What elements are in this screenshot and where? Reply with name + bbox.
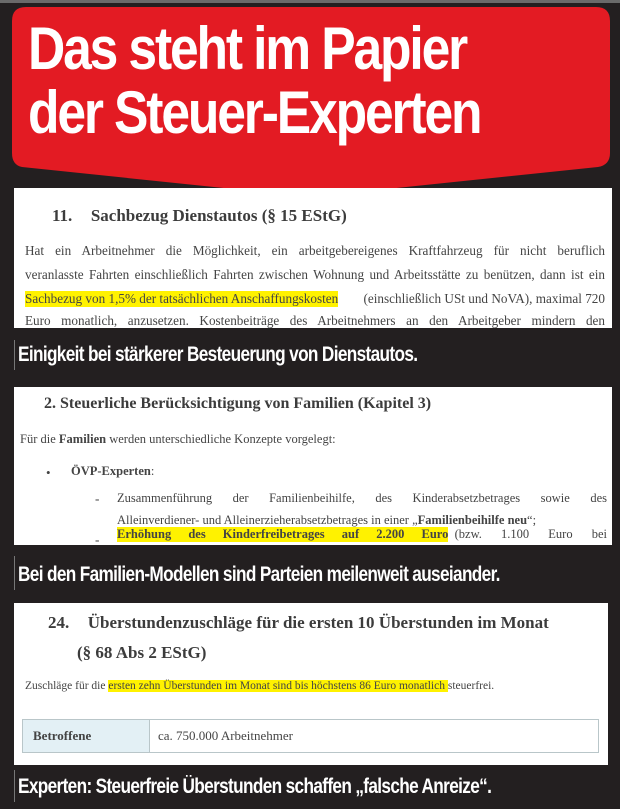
body-prefix: Zuschläge für die (25, 680, 109, 692)
headline-title (28, 17, 527, 145)
intro-bold: Familien (58, 432, 107, 446)
body-line-4: Euro monatlich, anzusetzen. Kostenbeiträge des Arbeitnehmers an den Arbeitgeber mindern den (25, 313, 605, 328)
highlighted-text: Erhöhung des Kinderfreibetrages auf 2.200 Euro (117, 527, 449, 541)
heading-number: 11. (52, 206, 73, 225)
body-line (25, 680, 494, 692)
highlighted-text: ersten zehn Überstunden im Monat sind bis höchstens 86 Euro monatlich (108, 680, 448, 692)
sub-item-2 (117, 527, 607, 542)
caption-rule (14, 556, 15, 590)
section-heading: 2. Steuerliche Berücksichtigung von Familien (Kapitel 3) (44, 395, 432, 412)
headline-line-1: Das steht im Papier (28, 15, 467, 82)
caption-rule (14, 340, 15, 370)
section-heading-line-1 (48, 613, 549, 633)
heading-text: Sachbezug Dienstautos (§ 15 EStG) (90, 206, 347, 225)
caption-dienstautos: Einigkeit bei stärkerer Besteuerung von Dienstautos. (18, 343, 418, 366)
section-heading (52, 206, 347, 226)
highlighted-text: Sachbezug von 1,5% der tatsächlichen Anschaffungskosten (25, 291, 339, 306)
bullet-glyph: • (46, 465, 51, 480)
table-value-cell: ca. 750.000 Arbeitnehmer (158, 728, 294, 743)
headline-line-2: der Steuer-Experten (28, 79, 481, 146)
intro-suffix: werden unterschiedliche Konzepte vorgelegt: (106, 432, 336, 446)
document-excerpt-familien (14, 387, 612, 545)
caption-familien: Bei den Familien-Modellen sind Parteien meilenweit auseiander. (18, 563, 500, 586)
body-line-2: veranlasste Fahrten einschließlich Fahrten zwischen Wohnung und Arbeitsstätte zu benützen, dann ist ein (25, 267, 605, 282)
body-line-3 (25, 291, 605, 307)
sub1-prefix: Alleinverdiener- und Alleinerzieherabsetzbetrages in einer „ (117, 513, 418, 527)
sub-item-2-rest: (bzw. 1.100 Euro bei (454, 527, 607, 541)
body-line-3-rest: (einschließlich USt und NoVA), maximal 720 (363, 291, 605, 306)
sub1-bold: Familienbeihilfe neu (417, 513, 528, 527)
section-heading-line-2: (§ 68 Abs 2 EStG) (77, 643, 207, 662)
bullet-colon: : (150, 464, 155, 478)
sub-item-1-line-2 (117, 513, 536, 528)
bullet-label (71, 464, 154, 479)
affected-table (22, 719, 599, 753)
body-line-1: Hat ein Arbeitnehmer die Möglichkeit, ein arbeitgebereigenes Kraftfahrzeug für nicht beruflich (25, 243, 605, 258)
intro-prefix: Für die (20, 432, 59, 446)
heading-text: Überstundenzuschläge für die ersten 10 Überstunden im Monat (87, 613, 549, 632)
heading-number: 24. (48, 613, 70, 632)
dash-1: - (95, 491, 100, 506)
caption-rule (14, 770, 15, 802)
table-header-cell: Betroffene (23, 720, 150, 752)
top-border (0, 0, 620, 3)
headline-banner (12, 7, 610, 197)
bullet-label-bold: ÖVP-Experten (71, 464, 151, 478)
document-excerpt-ueberstunden (14, 603, 608, 765)
document-excerpt-dienstautos (14, 188, 612, 328)
body-suffix: steuerfrei. (447, 680, 495, 692)
dash-2: - (95, 532, 100, 547)
sub1-suffix: “; (527, 513, 537, 527)
sub-item-1-line-1: Zusammenführung der Familienbeihilfe, des Kinderabsetzbetrages sowie des (117, 491, 607, 505)
caption-ueberstunden: Experten: Steuerfreie Überstunden schaffen „falsche Anreize“. (18, 775, 492, 798)
intro-line (20, 432, 336, 447)
